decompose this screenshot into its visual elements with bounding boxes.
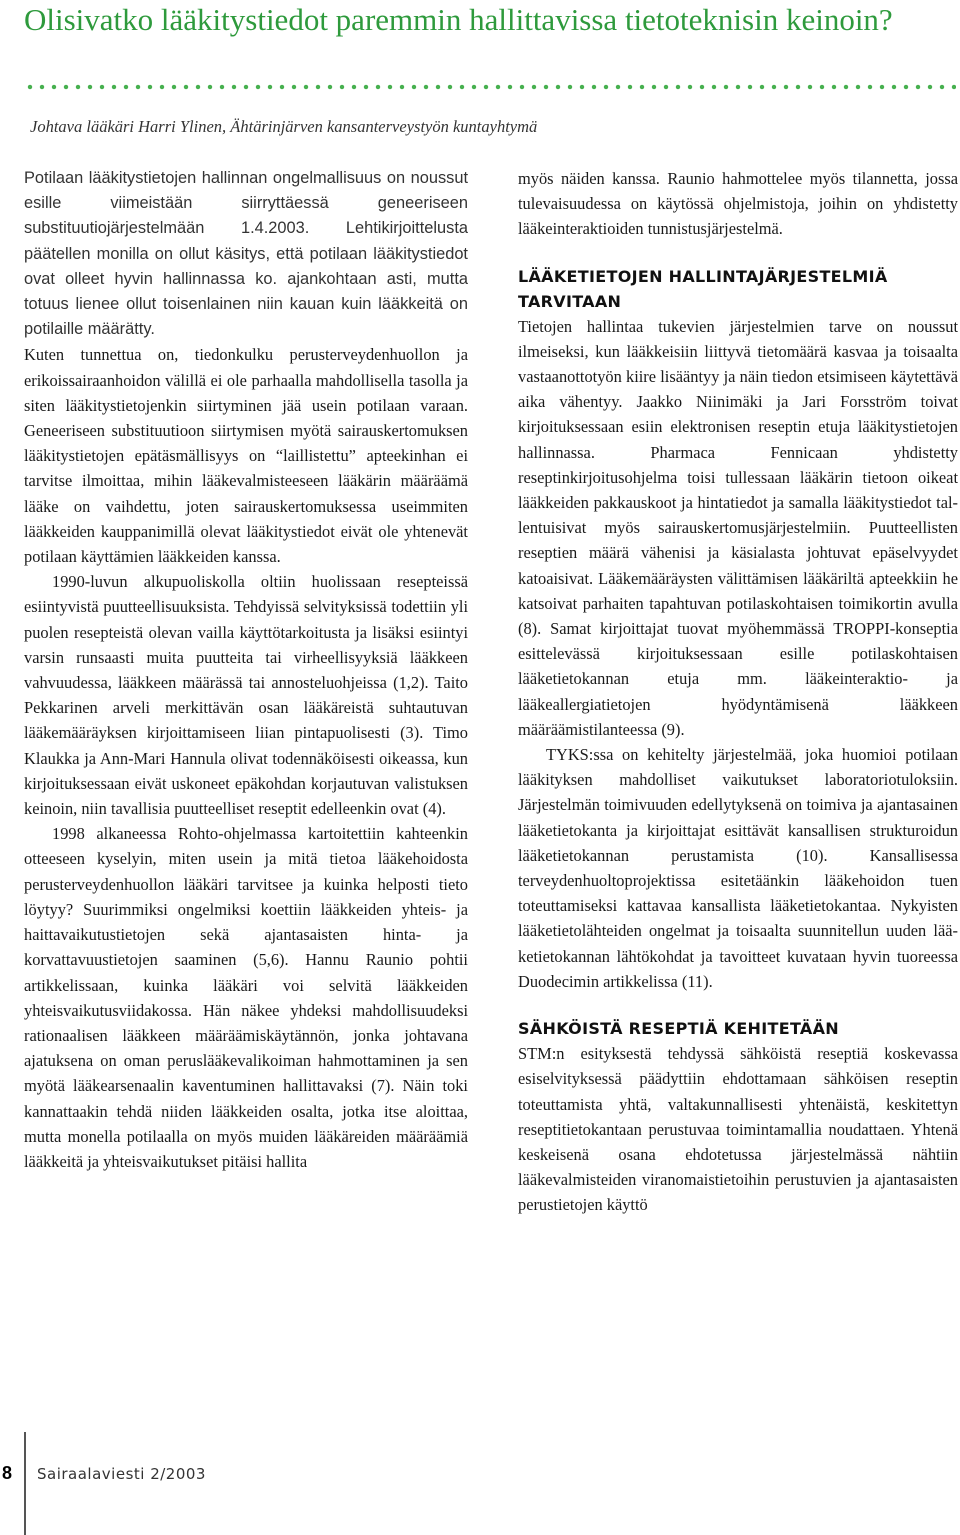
body-paragraph-2: 1990-luvun alkupuoliskolla oltiin huolissaan resepteissä esiintyvistä puutteellisuuksista. Tehdyissä selvityksissä todettiin yli puolen resepteistä olevan vailla käyttötarkoitusta ja lisäksi esiintyi varsin runsaasti muita puutteita tai virheellisyyksiä lääkkeen vahvuudessa, lääkkeen määrässä tai annosteluohjeissa (1,2). Taito Pekkarinen arveli merkittävän osan lääkäreistä suhtautuvan lääkemääräyksen kirjoittamiseen liian pintapuolisesti (3). Timo Klaukka ja Ann-Mari Hannula olivat todennäköisesti oikeassa, kun kirjoituksessaan eivät uskoneet epäkohdan korjautuvan valistuksen keinoin, niin tavallisia puutteelliset reseptit edelleenkin ovat (4). — [24, 572, 468, 819]
body-paragraph-4: myös näiden kanssa. Raunio hahmottelee myös tilannetta, jossa tulevaisuudessa on käytössä ohjelmistoja, joihin on yhdistetty lääkeinteraktioiden tunnistusjärjestelmä. — [518, 169, 958, 239]
right-column — [518, 166, 958, 1218]
footer-rule — [24, 1432, 26, 1535]
page-number: 8 — [2, 1463, 13, 1483]
publication-name: Sairaalaviesti 2/2003 — [37, 1465, 206, 1483]
body-paragraph-1: Kuten tunnettua on, tiedonkulku perusterveydenhuollon ja erikoissairaanhoidon välillä ei ole parhaalla mahdollisella tasolla ja siten lääkitystietojenkin siirtyminen jää usein potilaan varaan. Geneeriseen substituutioon siirtymisen myötä sairauskertomuksen lääkitystietojen epätäsmällisyys on “laillistettu” apteekinhan ei tarvitse ilmoittaa, mihin lääkevalmisteeseen lääkärin määräämä lääke on vaihdettu, joten sairauskertomuksessa useimmiten lääkkeiden kauppanimillä olevat lääkitystiedot eivät ole yhtenevät potilaan käyttämien lääkkeiden kanssa. — [24, 345, 468, 567]
section-heading-e-prescription: SÄHKÖISTÄ RESEPTIÄ KEHITETÄÄN — [518, 1019, 839, 1039]
lead-paragraph: Potilaan lääkitystietojen hallinnan ongelmallisuus on noussut esille viimeistään siirryttäessä geneeriseen substituutiojärjestelmään 1.4.2003. Lehtikirjoittelusta päätellen monilla on ollut käsitys, että potilaan lääkitystiedot ovat olleet hyvin hallinnassa ko. ajankohtaan asti, mutta totuus lienee ollut toisenlainen niin kauan kuin lääkkeitä on potilaille määrätty. — [24, 169, 468, 339]
body-paragraph-6: TYKS:ssa on kehitelty järjestelmää, joka huomioi potilaan lääkityksen mahdolliset vaikutukset laboratoriotuloksiin. Järjestelmän toimivuuden edellytyksenä on toimiva ja ajantasainen lääketietokanta ja kirjoittajat esittävät kansallisen strukturoidun lääketietokannan perustamista (10). Kansallisessa terveydenhuoltoprojektissa esitetäänkin lääkehoidon tuen toteuttamiseksi kattavaa kansallista lääketietokantaa. Nykyisten lääketietolähteiden ongelmat ja toisaalta suunnitellun uuden lääketietokannan lähtökohdat ja tavoitteet kuvataan hyvin tuoreessa Duodecimin artikkelissa (11). — [518, 745, 958, 991]
body-paragraph-3: 1998 alkaneessa Rohto-ohjelmassa kartoitettiin kahteenkin otteeseen kyselyin, miten usein ja mitä tietoa lääkehoidosta perusterveydenhuollon lääkäri tarvitsee ja kuinka helposti tieto löytyy? Suurimmiksi ongelmiksi koettiin lääkkeiden yhteis- ja haittavaikutustietojen sekä ajantasaisten hinta- ja korvattavuustietojen saaminen (5,6). Hannu Raunio pohtii artikkelissaan, kuinka lääkäri voi selvitä lääkkeiden yhteisvaikutusviidakossa. Hän näkee yhdeksi mahdollisuudeksi rationaalisen lääkkeen määräämiskäytännön, jonka johtavana ajatuksena on oman peruslääkevalikoiman hahmottaminen ja sen myötä lääkearsenaalin kaventuminen hallittavaksi (7). Näin toki kannattaakin tehdä niiden lääkkeiden osalta, jotka itse aloittaa, mutta monella potilaalla on myös muiden lääkäreiden määräämiä lääkkeitä ja yhteisvaikutukset pitäisi hallita — [24, 824, 468, 1171]
dotted-divider — [24, 84, 956, 90]
left-column — [24, 166, 468, 1174]
section-heading-systems: LÄÄKETIETOJEN HALLINTAJÄRJESTELMIÄ TARVITAAN — [518, 266, 888, 311]
article-title: Olisivatko lääkitystiedot paremmin hallittavissa tietoteknisin keinoin? — [24, 2, 893, 37]
author-line: Johtava lääkäri Harri Ylinen, Ähtärinjärven kansanterveystyön kuntayhtymä — [30, 117, 538, 136]
body-paragraph-7: STM:n esityksestä tehdyssä sähköistä reseptiä koskevassa esiselvityksessä päädyttiin ehdottamaan sähköisen reseptin toteuttamista yhtä, valtakunnallisesti yhtenäistä, keskitettyn reseptitietokantaan perustuvaa toimintamallia noudattaen. Yhtenä keskeisenä osana ehdotetussa järjestelmässä nähtiin lääkevalmisteiden viranomaistietoihin perustuvien ja ajantasaisten perustietojen käyttö — [518, 1044, 958, 1215]
body-paragraph-5: Tietojen hallintaa tukevien järjestelmien tarve on noussut ilmeiseksi, kun lääkkeisiin liittyvä tietomäärä kasvaa ja toisaalta vastaanottotyön kiire lisääntyy ja näin tiedon etsimiseen käytettävä aika vähentyy. Jaakko Niinimäki ja Jari Forsström toivat kirjoituksessaan esiin elektronisen reseptin etuja lääkitystietojen hallinnassa. Pharmaca Fennicaan yhdistetty reseptinkirjoitusohjelma toisi tullessaan lääkärin tietoon oikeat lääkkeiden pakkauskoot ja hintatiedot ja samalla lääkitystiedot tallentuisivat myös sairauskertomusjärjestelmiin. Puutteellisten reseptien määrä vähenisi ja käsialasta johtuvat epäselvyydet katoaisivat. Lääkemääräysten välittämisen lääkäriltä apteekkiin he katsoivat parhaiten tapahtuvan potilaskohtaisen toimikortin avulla (8). Samat kirjoittajat tuovat myöhemmässä TROPPI-konseptia esittelevässä kirjoituksessaan esille potilaskohtaisen lääketietokannan etuja mm. lääkeinteraktio- ja lääkeallergiatietojen hyödyntämisenä lääkkeen määräämistilanteessa (9). — [518, 316, 958, 739]
